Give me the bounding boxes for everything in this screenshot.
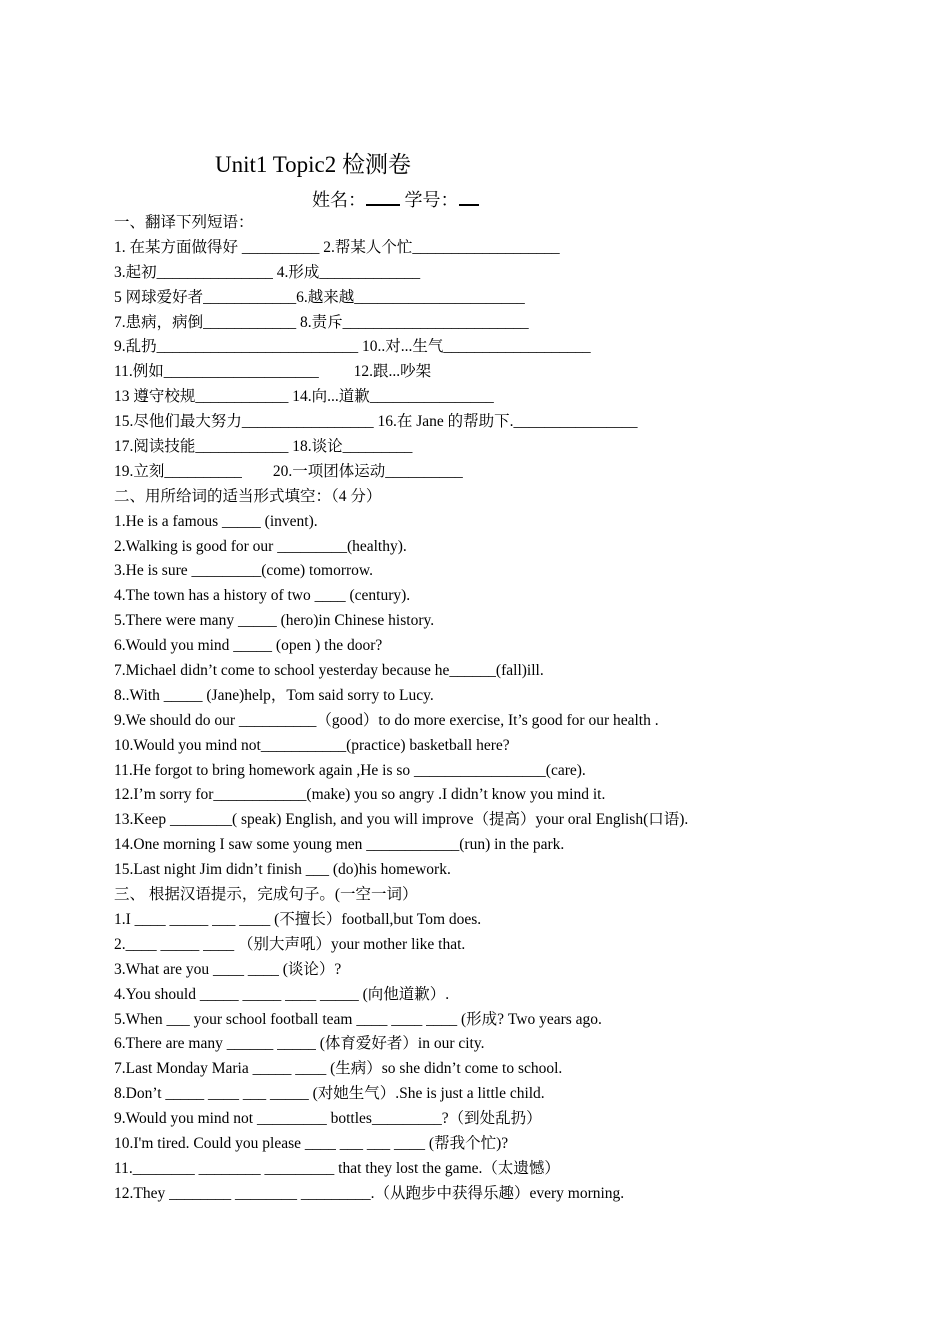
question-line: 6.Would you mind _____ (open ) the door? (114, 637, 383, 655)
question-line: 10.I'm tired. Could you please ____ ___ ___ ____ (帮我个忙)? (114, 1134, 509, 1152)
question-line: 5 网球爱好者____________6.越来越______________________ (114, 288, 525, 306)
question-line: 13.Keep ________( speak) English, and you will improve（提高）your oral English(口语). (114, 811, 689, 829)
question-line: 13 遵守校规____________ 14.向...道歉________________ (114, 388, 494, 406)
question-line: 8.Don’t _____ ____ ___ _____ (对她生气）.She is just a little child. (114, 1085, 545, 1103)
question-line: 7.Last Monday Maria _____ ____ (生病）so she didn’t come to school. (114, 1060, 563, 1078)
student-info-line (312, 186, 479, 212)
question-line: 19.立刻__________ 20.一项团体运动__________ (114, 462, 463, 480)
student-id-blank (459, 188, 479, 206)
question-line: 3.起初_______________ 4.形成_____________ (114, 263, 421, 281)
question-line: 10.Would you mind not___________(practice) basketball here? (114, 736, 510, 754)
question-line: 7.患病，病倒____________ 8.责斥________________________ (114, 313, 529, 331)
question-line: 14.One morning I saw some young men ____________(run) in the park. (114, 836, 565, 854)
question-line: 9.Would you mind not _________ bottles_________?（到处乱扔） (114, 1110, 542, 1128)
name-label: 姓名： (312, 190, 366, 210)
question-line: 9.We should do our __________（good）to do more exercise, It’s good for our health . (114, 711, 659, 729)
question-line: 1. 在某方面做得好 __________ 2.帮某人个忙___________________ (114, 238, 560, 256)
question-line: 15.尽他们最大努力_________________ 16.在 Jane 的帮助下.________________ (114, 413, 638, 431)
name-blank (366, 188, 400, 206)
question-line: 12.They ________ ________ _________.（从跑步中获得乐趣）every morning. (114, 1184, 625, 1202)
question-line: 11.He forgot to bring homework again ,He is so _________________(care). (114, 761, 586, 779)
question-line: 9.乱扔__________________________ 10..对...生气___________________ (114, 338, 591, 356)
question-line: 5.There were many _____ (hero)in Chinese history. (114, 612, 435, 630)
question-line: 7.Michael didn’t come to school yesterday because he______(fall)ill. (114, 662, 544, 680)
question-line: 8..With _____ (Jane)help，Tom said sorry to Lucy. (114, 686, 434, 704)
question-line: 11.例如____________________ 12.跟...吵架 (114, 363, 432, 381)
worksheet-content (114, 211, 914, 1207)
question-line: 1.He is a famous _____ (invent). (114, 512, 318, 530)
question-line: 11.________ ________ _________ that they lost the game.（太遗憾） (114, 1159, 560, 1177)
section-1-heading: 一、翻译下列短语： (114, 214, 254, 231)
question-line: 17.阅读技能____________ 18.谈论_________ (114, 438, 413, 456)
question-line: 3.He is sure _________(come) tomorrow. (114, 562, 373, 580)
section-2-heading: 二、用所给词的适当形式填空：（4 分） (114, 487, 382, 505)
question-line: 4.You should _____ _____ ____ _____ (向他道歉）. (114, 985, 450, 1003)
question-line: 5.When ___ your school football team ____ ____ ____ (形成? Two years ago. (114, 1010, 602, 1028)
question-line: 12.I’m sorry for____________(make) you so angry .I didn’t know you mind it. (114, 786, 606, 804)
section-3-heading: 三、 根据汉语提示，完成句子。(一空一词） (114, 886, 418, 904)
question-line: 4.The town has a history of two ____ (century). (114, 587, 411, 605)
question-line: 6.There are many ______ _____ (体育爱好者）in our city. (114, 1035, 485, 1053)
question-line: 3.What are you ____ ____ (谈论）? (114, 960, 342, 978)
question-line: 15.Last night Jim didn’t finish ___ (do)his homework. (114, 861, 451, 879)
question-line: 2.____ _____ ____ （别大声吼）your mother like that. (114, 935, 466, 953)
question-line: 2.Walking is good for our _________(healthy). (114, 537, 407, 555)
page-title: Unit1 Topic2 检测卷 (215, 152, 412, 177)
student-id-label: 学号： (404, 190, 459, 210)
question-line: 1.I ____ _____ ___ ____ (不擅长）football,but Tom does. (114, 910, 482, 928)
